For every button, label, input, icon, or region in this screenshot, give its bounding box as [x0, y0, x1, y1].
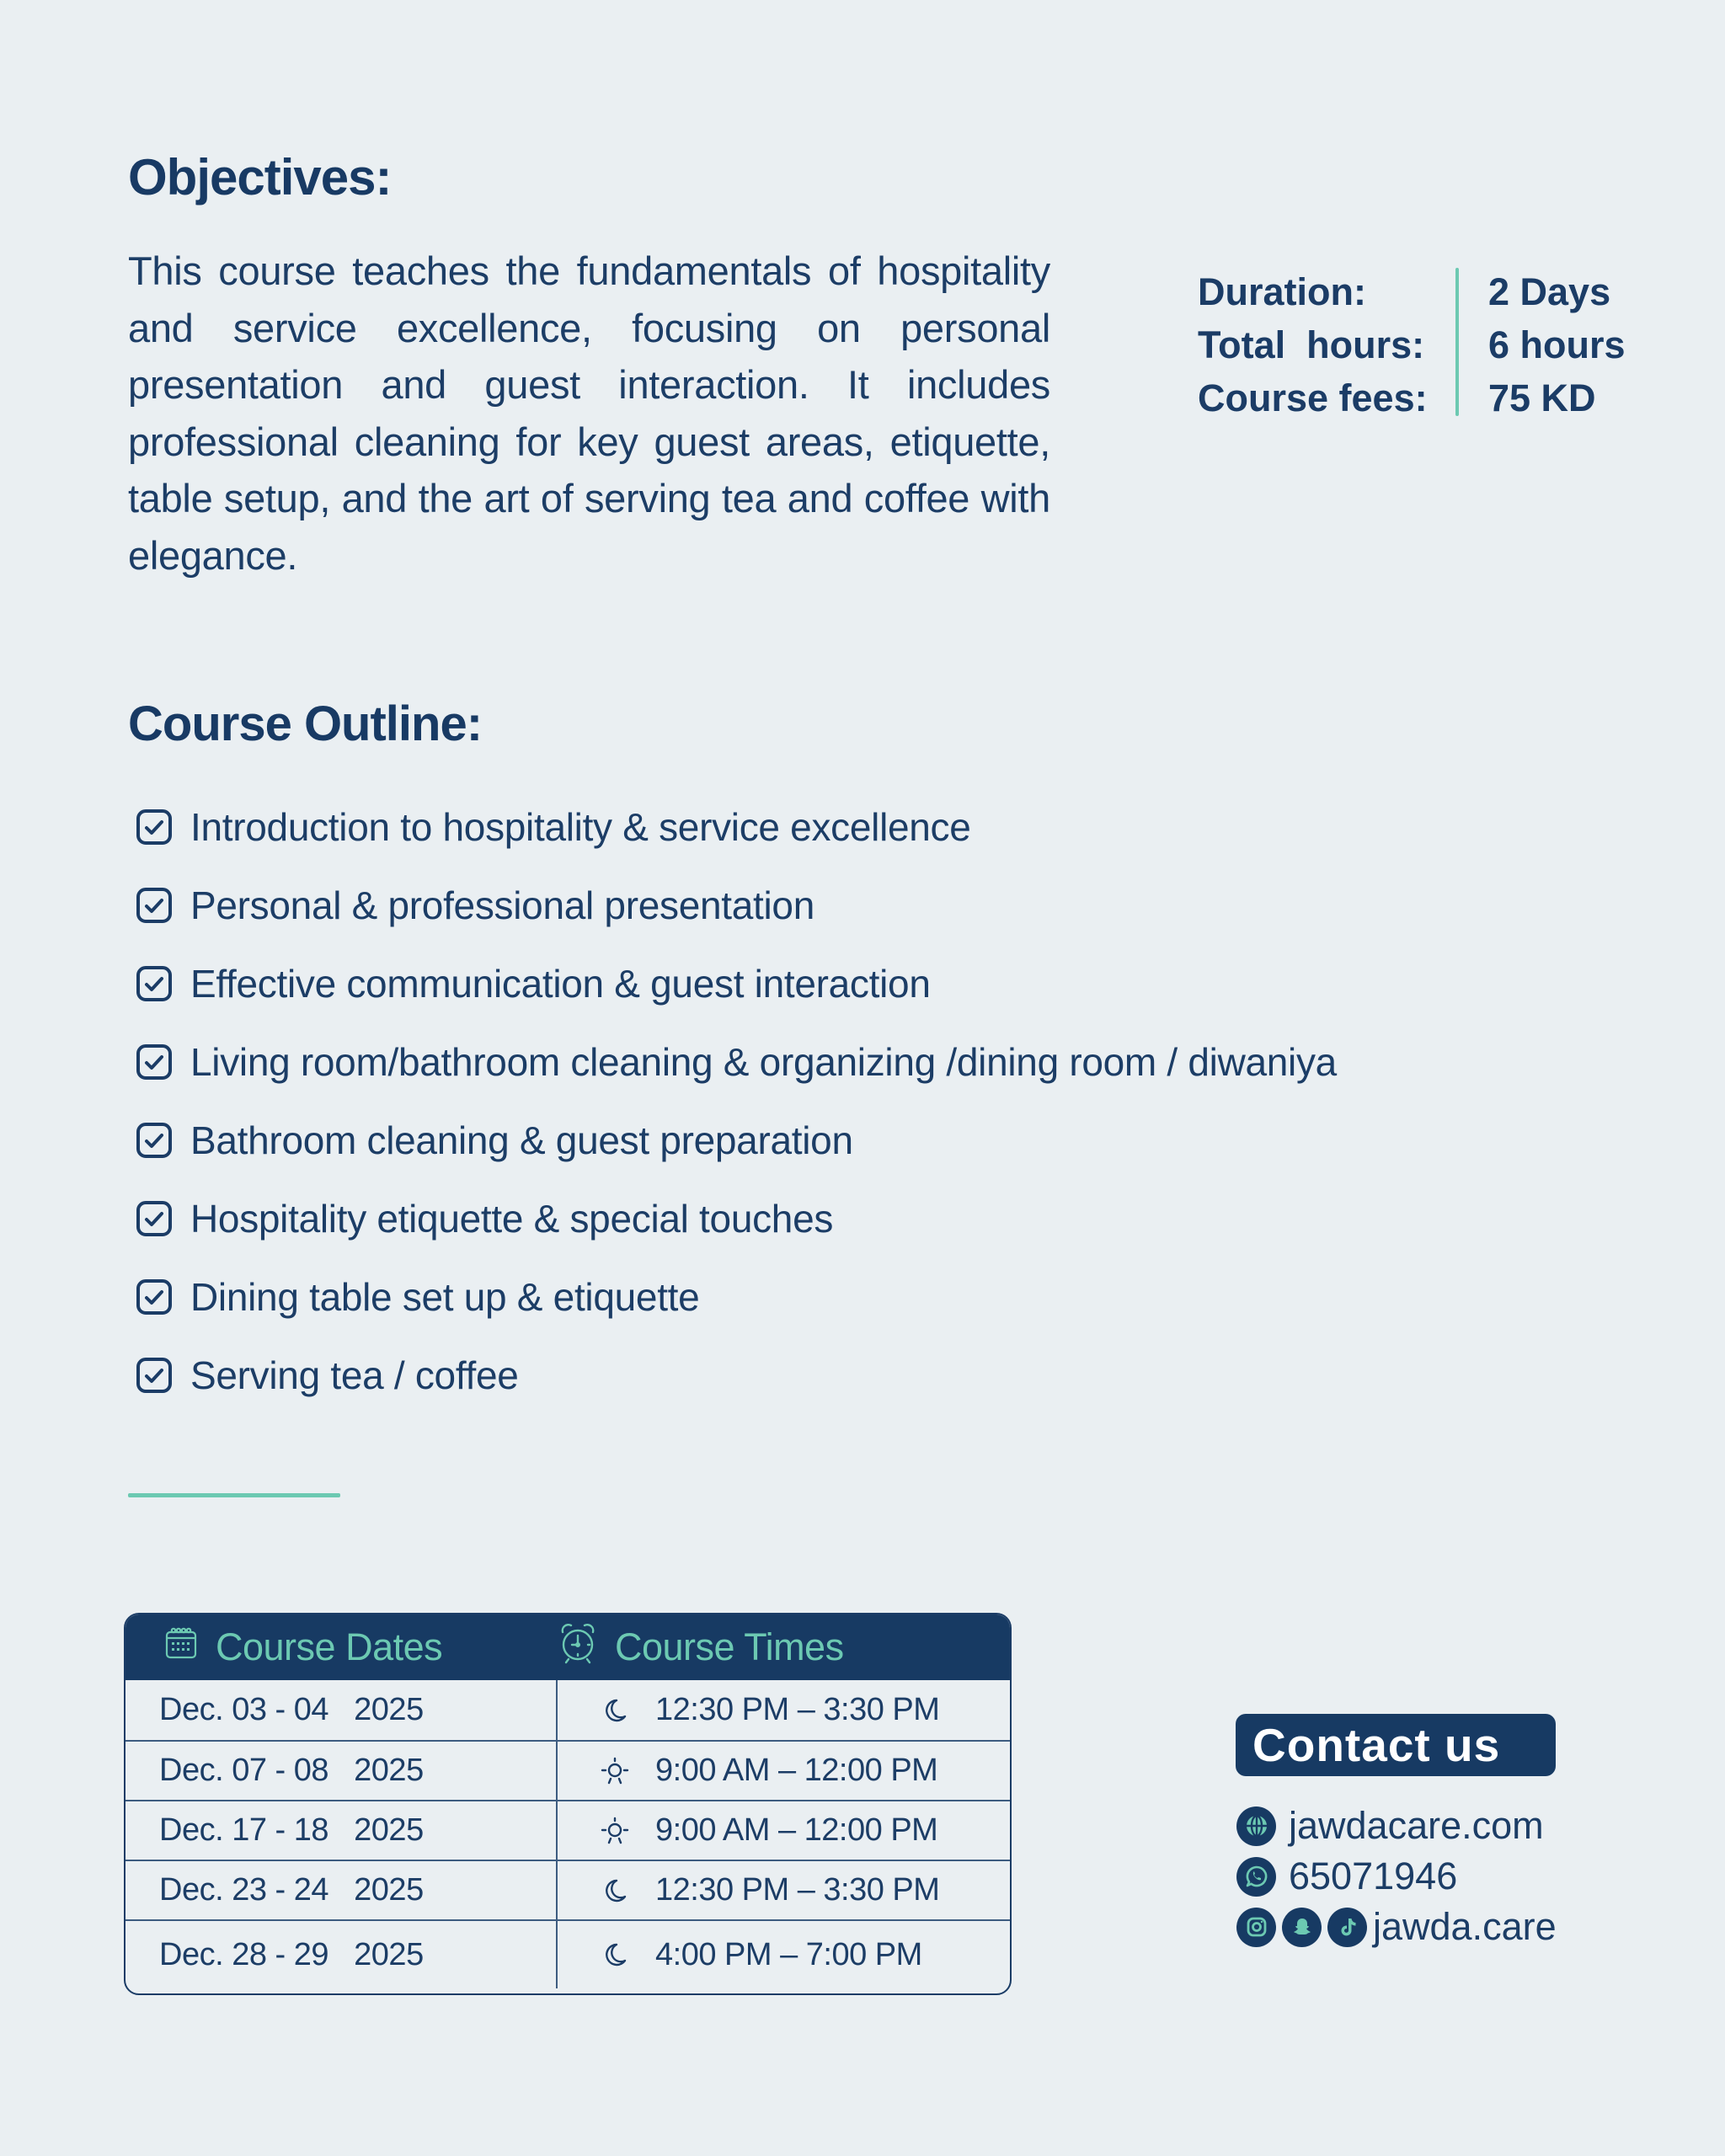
course-info-labels — [1198, 265, 1455, 424]
outline-item — [133, 787, 1337, 866]
schedule-date: Dec. 23 - 24 2025 — [126, 1861, 558, 1919]
outline-item-text: Bathroom cleaning & guest preparation — [190, 1118, 853, 1162]
schedule-time-cell — [558, 1742, 1010, 1800]
objectives-paragraph: This course teaches the fundamentals of hospitality and service excellence, focusing on personal presentation and guest interaction. It includes professional cleaning for key guest areas, etiquette, table setup, and the art of serving tea and coffee with elegance. — [128, 248, 1050, 578]
schedule-row — [126, 1800, 1010, 1860]
course-times-label: Course Times — [615, 1625, 844, 1668]
contact-phone[interactable] — [1236, 1854, 1457, 1898]
outline-item-text: Hospitality etiquette & special touches — [190, 1196, 834, 1241]
tiktok-icon[interactable] — [1327, 1908, 1367, 1947]
course-dates-header — [126, 1625, 558, 1670]
schedule-row — [126, 1740, 1010, 1800]
schedule-rows — [126, 1680, 1010, 1988]
schedule-row — [126, 1919, 1010, 1988]
instagram-icon[interactable] — [1236, 1908, 1276, 1947]
schedule-time: 9:00 AM – 12:00 PM — [655, 1812, 938, 1848]
social-handle[interactable]: jawda.care — [1373, 1905, 1557, 1948]
whatsapp-icon — [1236, 1857, 1276, 1897]
alarm-clock-icon — [558, 1622, 615, 1673]
schedule-date: Dec. 03 - 04 2025 — [126, 1680, 558, 1740]
contact-website[interactable] — [1236, 1804, 1544, 1848]
checkbox-checked-icon — [133, 1276, 175, 1318]
schedule-time: 4:00 PM – 7:00 PM — [655, 1936, 922, 1972]
sun-icon — [600, 1816, 630, 1846]
course-dates-label: Course Dates — [216, 1625, 443, 1668]
course-outline-heading: Course Outline: — [128, 696, 483, 751]
schedule-table — [124, 1613, 1012, 1995]
duration-value: 2 Days — [1488, 270, 1611, 313]
outline-item-text: Introduction to hospitality & service excellence — [190, 804, 971, 849]
outline-item — [133, 1179, 1337, 1257]
outline-item-text: Living room/bathroom cleaning & organizing /dining room / diwaniya — [190, 1039, 1337, 1084]
outline-item-text: Personal & professional presentation — [190, 883, 814, 927]
objectives-heading: Objectives: — [128, 149, 392, 205]
duration-label: Duration: — [1198, 270, 1366, 313]
total-hours-value: 6 hours — [1488, 323, 1626, 366]
schedule-date: Dec. 07 - 08 2025 — [126, 1742, 558, 1800]
contact-us-badge: Contact us — [1236, 1714, 1556, 1776]
outline-item-text: Dining table set up & etiquette — [190, 1274, 700, 1319]
moon-icon — [600, 1940, 630, 1970]
course-info-panel — [1198, 265, 1626, 424]
outline-item-text: Serving tea / coffee — [190, 1353, 519, 1397]
schedule-date: Dec. 28 - 29 2025 — [126, 1921, 558, 1988]
checkbox-checked-icon — [133, 963, 175, 1005]
outline-item — [133, 1101, 1337, 1179]
schedule-row — [126, 1860, 1010, 1919]
moon-icon — [600, 1876, 630, 1906]
schedule-time-cell — [558, 1921, 1010, 1988]
outline-item — [133, 1257, 1337, 1336]
checkbox-checked-icon — [133, 884, 175, 926]
course-fees-label: Course fees: — [1198, 376, 1428, 419]
schedule-date: Dec. 17 - 18 2025 — [126, 1801, 558, 1860]
sun-icon — [600, 1756, 630, 1786]
globe-icon — [1236, 1806, 1276, 1846]
website-link[interactable]: jawdacare.com — [1289, 1804, 1544, 1847]
contact-social[interactable] — [1236, 1905, 1557, 1949]
course-info-values — [1488, 265, 1626, 424]
calendar-icon — [163, 1625, 216, 1670]
accent-divider — [128, 1493, 340, 1497]
schedule-time: 12:30 PM – 3:30 PM — [655, 1692, 940, 1727]
schedule-time-cell — [558, 1801, 1010, 1860]
phone-number[interactable]: 65071946 — [1289, 1854, 1458, 1897]
schedule-time: 12:30 PM – 3:30 PM — [655, 1872, 940, 1908]
outline-item — [133, 944, 1337, 1022]
total-hours-label: Total hours: — [1198, 323, 1425, 366]
checkbox-checked-icon — [133, 1119, 175, 1161]
info-divider — [1455, 268, 1459, 416]
schedule-header — [126, 1614, 1010, 1680]
checkbox-checked-icon — [133, 1041, 175, 1083]
outline-item — [133, 1336, 1337, 1414]
checkbox-checked-icon — [133, 1354, 175, 1396]
checkbox-checked-icon — [133, 806, 175, 848]
outline-item — [133, 866, 1337, 944]
outline-item-text: Effective communication & guest interaction — [190, 961, 931, 1006]
moon-icon — [600, 1695, 630, 1726]
course-fees-value: 75 KD — [1488, 376, 1596, 419]
schedule-time: 9:00 AM – 12:00 PM — [655, 1753, 938, 1788]
schedule-row — [126, 1680, 1010, 1740]
checkbox-checked-icon — [133, 1198, 175, 1240]
course-times-header — [558, 1622, 844, 1673]
schedule-time-cell — [558, 1861, 1010, 1919]
snapchat-icon[interactable] — [1282, 1908, 1322, 1947]
schedule-time-cell — [558, 1680, 1010, 1740]
course-outline-list — [133, 787, 1337, 1414]
outline-item — [133, 1022, 1337, 1101]
